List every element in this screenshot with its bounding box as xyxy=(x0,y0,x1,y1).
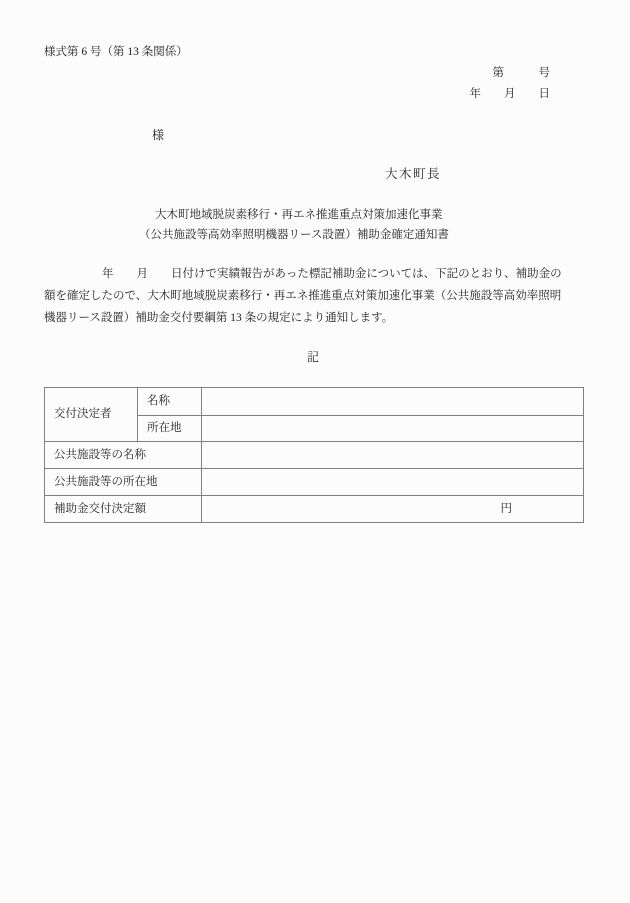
table-row xyxy=(45,496,584,523)
address-value-cell xyxy=(202,416,584,442)
date-line: 年 月 日 xyxy=(469,88,550,100)
sender-name: 大木町長 xyxy=(385,167,442,181)
name-label-cell: 名称 xyxy=(138,388,202,416)
address-label-cell: 所在地 xyxy=(138,416,202,442)
table-row xyxy=(45,388,584,416)
table-row xyxy=(45,442,584,469)
document-number-line: 第 号 xyxy=(492,67,550,79)
body-paragraph-line3: 機器リース設置）補助金交付要綱第 13 条の規定により通知します。 xyxy=(44,312,394,324)
facility-name-value-cell xyxy=(202,442,584,469)
notice-table xyxy=(44,387,584,523)
body-paragraph-line1: 年 月 日付けで実績報告があった標記補助金については、下記のとおり、補助金の xyxy=(102,268,562,280)
table-row xyxy=(45,469,584,496)
record-marker: 記 xyxy=(307,350,320,364)
amount-value-cell xyxy=(202,496,584,523)
grantor-label-cell: 交付決定者 xyxy=(45,388,138,442)
facility-name-label-cell: 公共施設等の名称 xyxy=(45,442,202,469)
amount-label-cell: 補助金交付決定額 xyxy=(45,496,202,523)
addressee-suffix: 様 xyxy=(152,128,165,142)
name-value-cell xyxy=(202,388,584,416)
facility-address-value-cell xyxy=(202,469,584,496)
facility-address-label-cell: 公共施設等の所在地 xyxy=(45,469,202,496)
document-title-line1: 大木町地域脱炭素移行・再エネ推進重点対策加速化事業 xyxy=(155,209,443,221)
amount-unit: 円 xyxy=(500,502,512,515)
body-paragraph-line2: 額を確定したので、大木町地域脱炭素移行・再エネ推進重点対策加速化事業（公共施設等高効率照明 xyxy=(44,290,562,302)
document-title-line2: （公共施設等高効率照明機器リース設置）補助金確定通知書 xyxy=(139,229,449,241)
form-number-line: 様式第 6 号（第 13 条関係） xyxy=(44,46,188,58)
